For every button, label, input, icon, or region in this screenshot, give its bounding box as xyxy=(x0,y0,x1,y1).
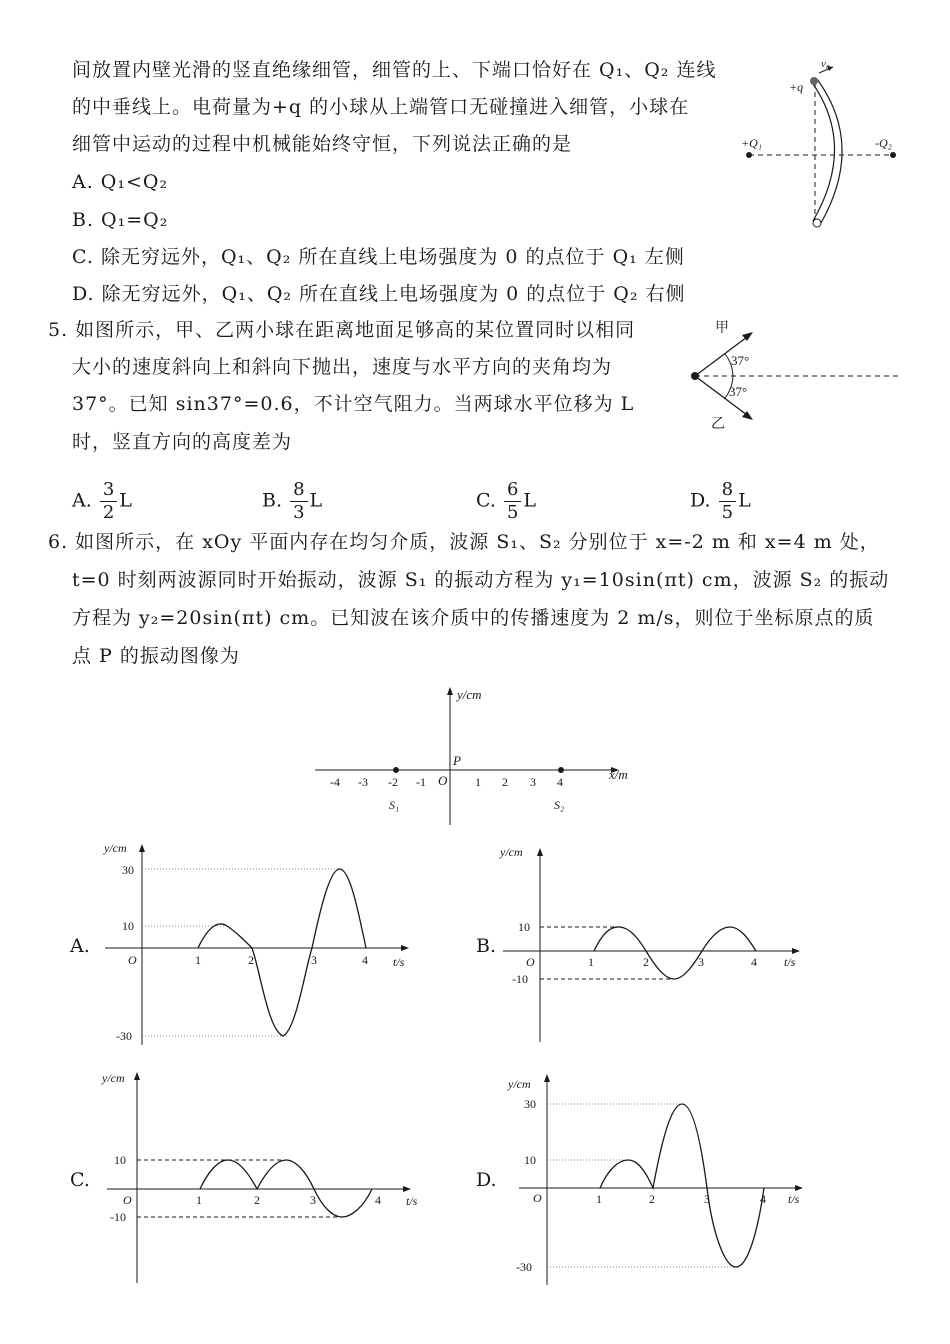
q5-option-c[interactable]: C. $\frac{6}{5}$ L xyxy=(476,479,537,523)
fraction: $\frac{6}{5}$ xyxy=(504,480,521,523)
y-axis-label: y/cm xyxy=(500,845,523,859)
y-tick: -30 xyxy=(116,1029,132,1043)
q4-text-line-2: 的中垂线上。电荷量为+q 的小球从上端管口无碰撞进入细管，小球在 xyxy=(72,96,690,118)
p-label: P xyxy=(453,753,461,768)
fraction: $\frac{8}{3}$ xyxy=(290,480,307,523)
t-tick: 4 xyxy=(751,955,757,969)
graph-d xyxy=(504,1070,824,1295)
q6-text-line-2: t=0 时刻两波源同时开始振动，波源 S₁ 的振动方程为 y₁=10sin(πt) cm，波源 S₂ 的振动 xyxy=(72,569,890,591)
t-tick: 4 xyxy=(362,953,368,967)
origin-label: O xyxy=(128,953,137,967)
angle-bottom-label: 37° xyxy=(729,384,748,399)
q4-option-d[interactable]: D. 除无穷远外，Q₁、Q₂ 所在直线上电场强度为 0 的点位于 Q₂ 右侧 xyxy=(72,283,686,305)
tube-bottom-end xyxy=(813,219,821,227)
origin-label: O xyxy=(526,955,535,969)
graph-a xyxy=(100,840,420,1050)
t-tick: 3 xyxy=(704,1192,710,1206)
tube-outer xyxy=(817,79,842,223)
q2-label: -Q₂ xyxy=(875,136,892,150)
s1-source-dot xyxy=(393,767,399,773)
tick-label: -1 xyxy=(416,775,426,789)
tick-label: 1 xyxy=(475,775,481,789)
q6-text-line-4: 点 P 的振动图像为 xyxy=(72,645,240,667)
waveform xyxy=(594,927,756,979)
y-tick: 10 xyxy=(524,1153,536,1167)
t-tick: 3 xyxy=(698,955,704,969)
origin-label: O xyxy=(123,1193,132,1207)
origin-label: O xyxy=(533,1191,542,1205)
angle-top-label: 37° xyxy=(731,353,750,368)
v0-label: v₀ xyxy=(821,58,830,70)
y-tick: -30 xyxy=(516,1260,532,1274)
q4-tube-figure xyxy=(735,55,905,245)
q6-text-line-1: 6. 如图所示，在 xOy 平面内存在均匀介质，波源 S₁、S₂ 分别位于 x=-2 m 和 x=4 m 处， xyxy=(48,531,880,553)
t-tick: 2 xyxy=(254,1193,260,1207)
q1-label: +Q₁ xyxy=(741,136,762,150)
t-axis-label: t/s xyxy=(784,955,796,969)
graph-a-label[interactable]: A. xyxy=(70,935,90,957)
t-tick: 4 xyxy=(375,1193,381,1207)
q4-text-line-1: 间放置内壁光滑的竖直绝缘细管，细管的上、下端口恰好在 Q₁、Q₂ 连线 xyxy=(72,59,717,81)
q4-option-c[interactable]: C. 除无穷远外，Q₁、Q₂ 所在直线上电场强度为 0 的点位于 Q₁ 左侧 xyxy=(72,246,685,268)
graph-d-label[interactable]: D. xyxy=(476,1169,497,1191)
s2-source-dot xyxy=(558,767,564,773)
q2-charge-dot xyxy=(890,152,896,158)
y-tick: 30 xyxy=(524,1097,536,1111)
q5-option-a[interactable]: A. $\frac{3}{2}$ L xyxy=(72,479,132,523)
tick-label: -2 xyxy=(388,775,398,789)
t-tick: 4 xyxy=(760,1192,766,1206)
q5-text-line-2: 大小的速度斜向上和斜向下抛出，速度与水平方向的夹角均为 xyxy=(72,356,613,378)
x-axis-label: x/m xyxy=(609,767,628,782)
y-tick: 10 xyxy=(518,920,530,934)
q1-charge-dot xyxy=(746,152,752,158)
graph-b xyxy=(498,842,818,1052)
y-axis-label: y/cm xyxy=(508,1077,531,1091)
q5-text-line-4: 时，竖直方向的高度差为 xyxy=(72,431,293,453)
t-axis-label: t/s xyxy=(393,955,405,969)
q5-text-line-1: 5. 如图所示，甲、乙两小球在距离地面足够高的某位置同时以相同 xyxy=(48,319,636,341)
fraction: $\frac{3}{2}$ xyxy=(100,480,117,523)
q6-text-line-3: 方程为 y₂=20sin(πt) cm。已知波在该介质中的传播速度为 2 m/s，则位于坐标原点的质 xyxy=(72,607,875,629)
s1-label: S₁ xyxy=(389,798,400,812)
tick-label: 2 xyxy=(502,775,508,789)
q4-text-line-3: 细管中运动的过程中机械能始终守恒，下列说法正确的是 xyxy=(72,133,573,155)
t-tick: 1 xyxy=(596,1192,602,1206)
y-axis-label: y/cm xyxy=(104,841,127,855)
plus-q-label: +q xyxy=(789,80,804,94)
graph-b-label[interactable]: B. xyxy=(476,935,497,957)
t-tick: 1 xyxy=(588,955,594,969)
t-axis-label: t/s xyxy=(406,1194,418,1208)
q4-option-b[interactable]: B. Q₁=Q₂ xyxy=(72,209,169,231)
graph-c xyxy=(92,1068,418,1288)
t-axis-label: t/s xyxy=(788,1192,800,1206)
t-tick: 2 xyxy=(248,953,254,967)
tick-label: 3 xyxy=(530,775,536,789)
t-tick: 3 xyxy=(311,953,317,967)
tick-label: -3 xyxy=(358,775,368,789)
q5-throw-figure xyxy=(685,318,905,433)
y-tick: 30 xyxy=(122,863,134,877)
waveform xyxy=(198,869,366,1036)
yi-label: 乙 xyxy=(711,417,725,432)
waveform xyxy=(600,1104,764,1267)
t-tick: 2 xyxy=(649,1192,655,1206)
origin-label: O xyxy=(438,773,448,788)
t-tick: 2 xyxy=(643,955,649,969)
q5-option-b[interactable]: B. $\frac{8}{3}$ L xyxy=(262,479,323,523)
y-axis-label: y/cm xyxy=(457,687,482,702)
tick-label: 4 xyxy=(557,775,563,789)
t-tick: 1 xyxy=(195,953,201,967)
y-tick: 10 xyxy=(114,1153,126,1167)
ball xyxy=(810,77,818,85)
q4-option-a[interactable]: A. Q₁<Q₂ xyxy=(72,171,169,193)
s2-label: S₂ xyxy=(554,798,565,812)
t-tick: 1 xyxy=(196,1193,202,1207)
tick-label: -4 xyxy=(330,775,340,789)
jia-label: 甲 xyxy=(715,321,729,336)
graph-c-label[interactable]: C. xyxy=(70,1169,90,1191)
t-tick: 3 xyxy=(310,1193,316,1207)
y-tick: 10 xyxy=(122,919,134,933)
fraction: $\frac{8}{5}$ xyxy=(719,480,736,523)
y-axis-label: y/cm xyxy=(102,1071,125,1085)
y-tick: -10 xyxy=(512,972,528,986)
q5-option-d[interactable]: D. $\frac{8}{5}$ L xyxy=(690,479,751,523)
y-tick: -10 xyxy=(110,1210,126,1224)
q5-text-line-3: 37°。已知 sin37°=0.6，不计空气阻力。当两球水平位移为 L xyxy=(72,393,635,415)
q6-xy-axis-figure xyxy=(315,685,628,835)
